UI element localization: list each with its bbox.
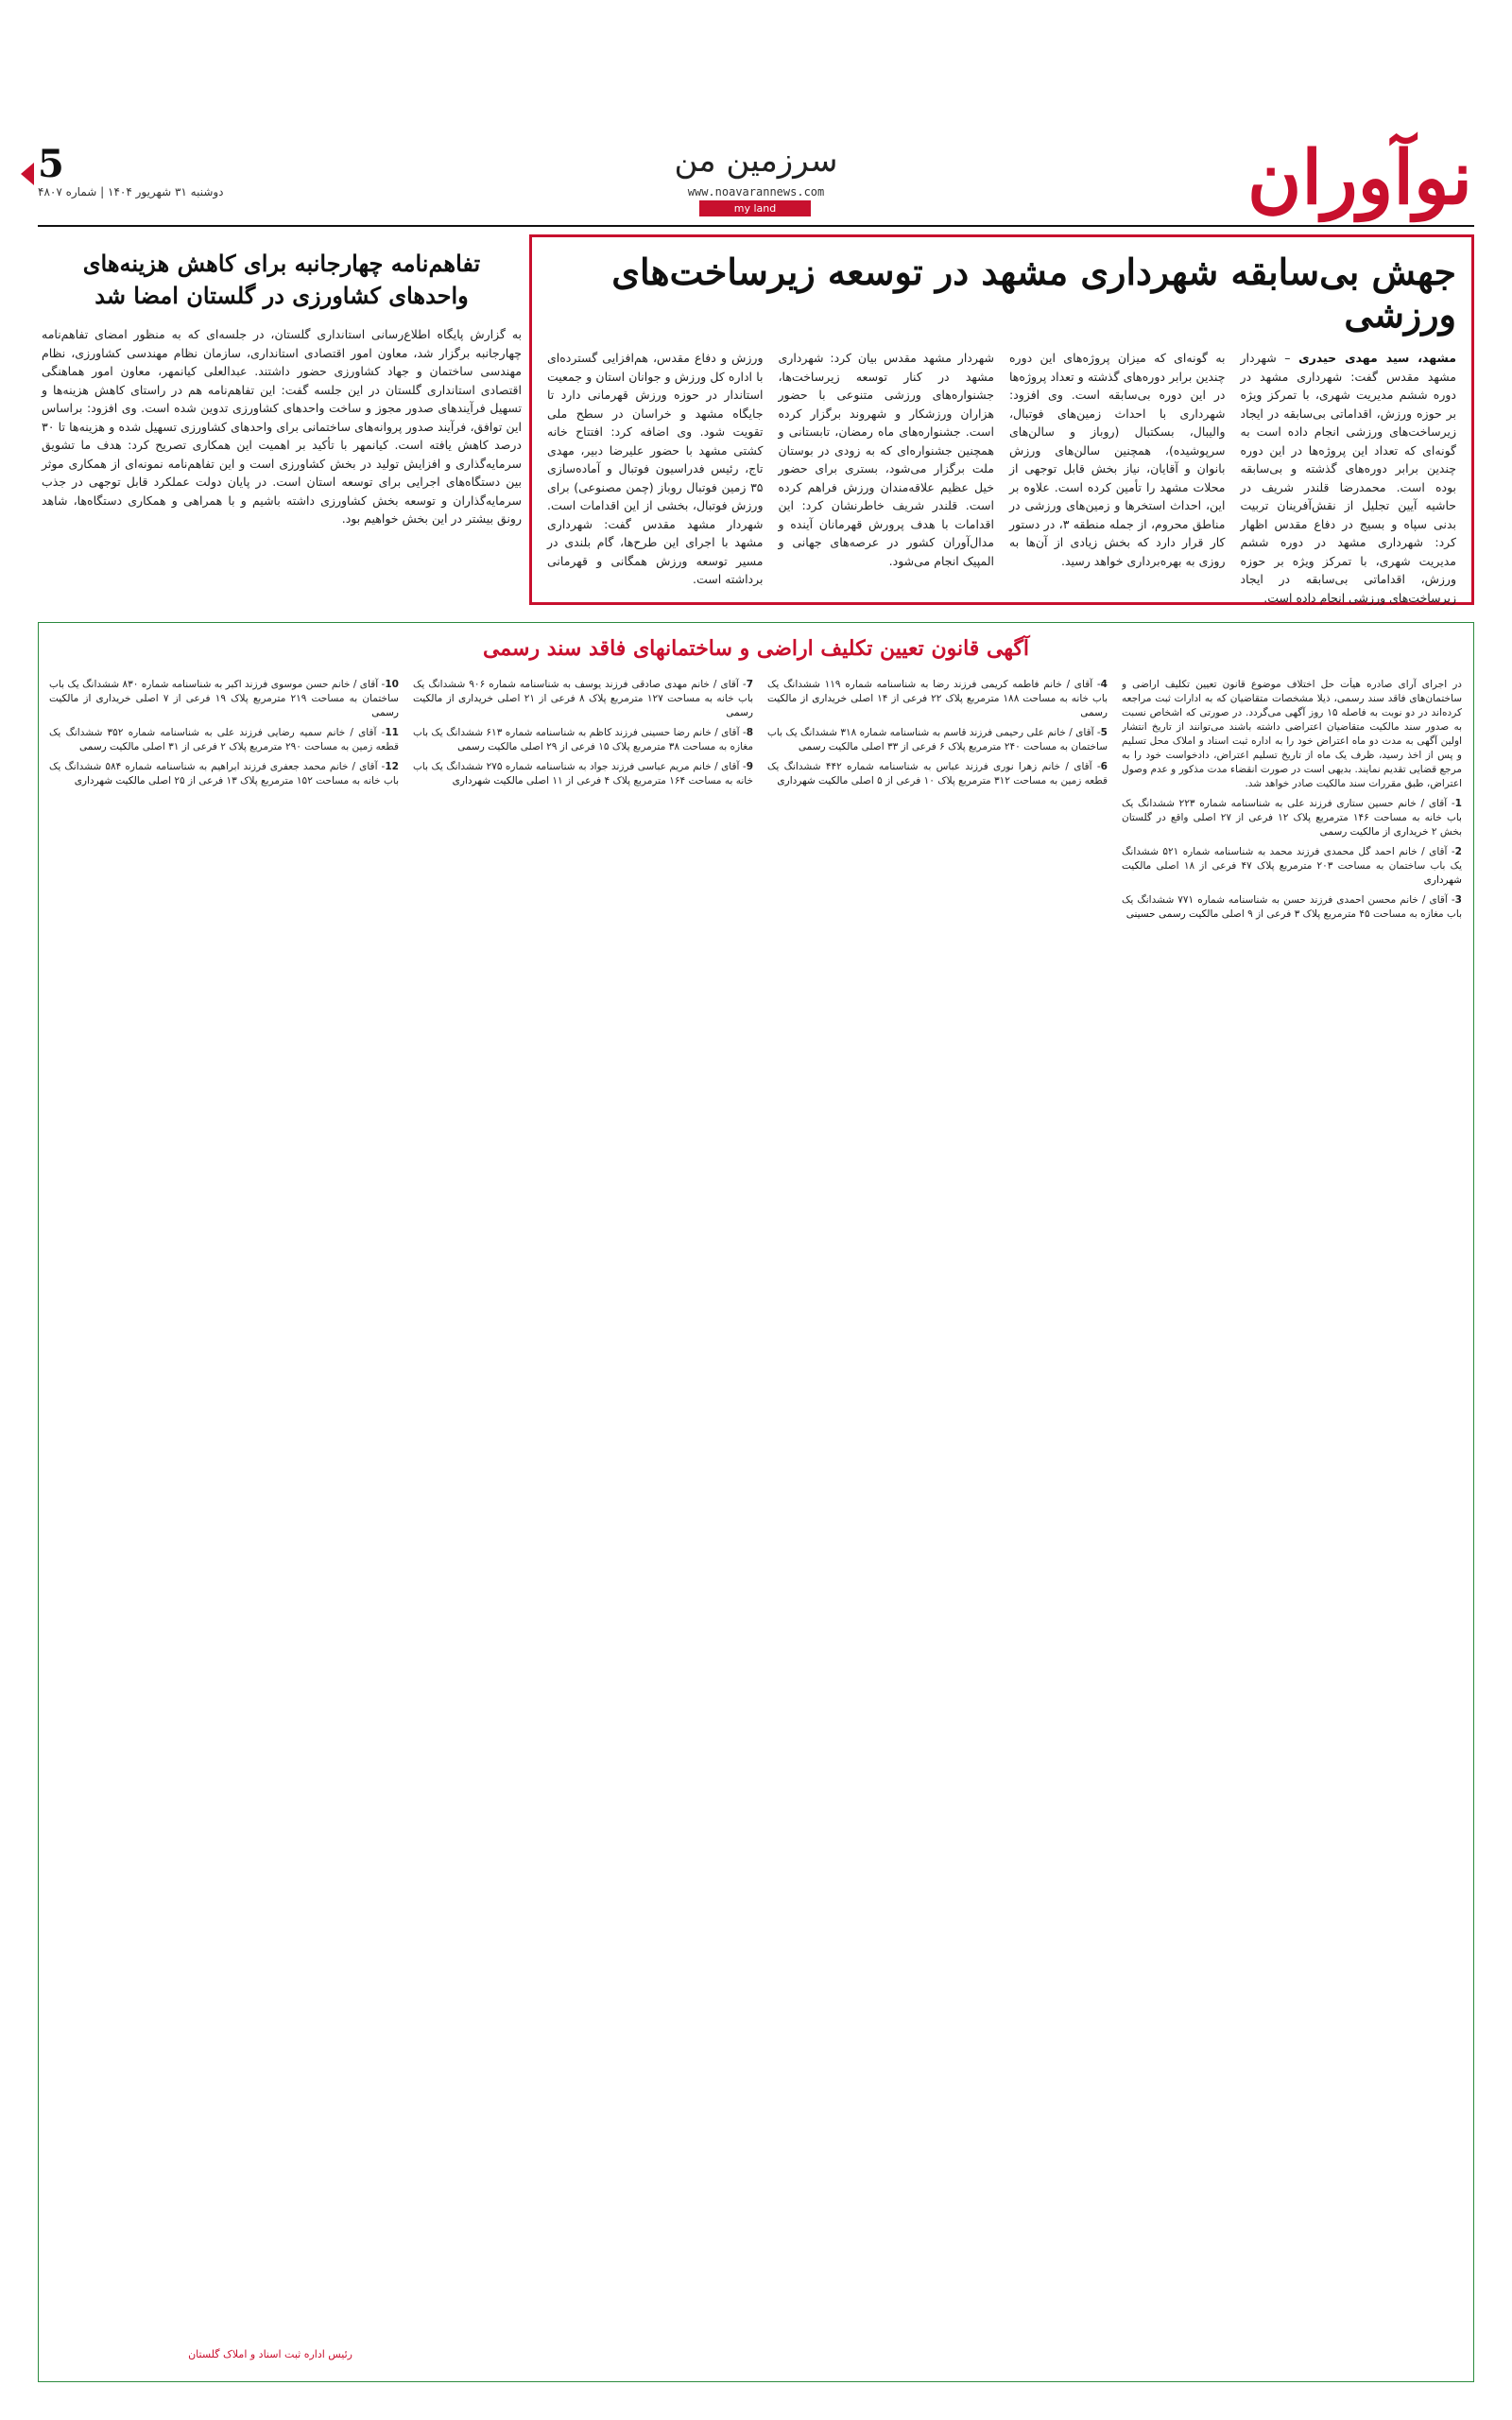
entry-text: آقای / خانم علی رحیمی فرزند قاسم به شناسنامه شماره ۳۱۸ ششدانگ یک باب ساختمان به مساحت ۲۴۰ مترمربع پلاک ۶ فرعی از ۳۳ اصلی: [767, 727, 1108, 752]
list-item: 7- آقای / خانم مهدی صادقی فرزند یوسف به شناسنامه شماره ۹۰۶ ششدانگ یک باب خانه به مساحت ۱۲۷ مترمربع پلاک ۸ فرعی از ۲۱ اصلی خریداری از مالکیت رسمی: [413, 679, 753, 718]
notice-column: [49, 678, 399, 2372]
entry-number: 4: [1100, 679, 1108, 690]
lead-headline[interactable]: جهش بی‌سابقه شهرداری مشهد در توسعه زیرساخت‌های ورزشی: [611, 251, 1456, 336]
notice-column: [767, 678, 1108, 2372]
list-item: 6- آقای / خانم زهرا نوری فرزند عباس به شناسنامه شماره ۴۴۲ ششدانگ یک قطعه زمین به مساحت ۳۱۲ مترمربع پلاک ۱۰ فرعی از ۵ اصلی مالکیت شهرداری: [767, 761, 1108, 786]
entry-owner: خریداری از مالکیت رسمی: [49, 693, 399, 718]
entry-number: 10: [385, 679, 399, 690]
entry-owner: خریداری از مالکیت رسمی: [1319, 826, 1429, 838]
lead-paragraph: به گونه‌ای که میزان پروژه‌های این دوره چندین برابر دوره‌های گذشته و تعداد پروژه‌ها در این دوره بی‌سابقه است. وی افزود: شهرداری با احداث زمین‌های فوتبال، والیبال، بسکتبال (روباز و سالن‌های سرپوشیده)، همچنین سالن‌های ورزش بانوان و آقایان، نیاز بخش قابل توجهی از محلات مشهد را تأمین کرده است. علاوه بر این، احداث استخرها و زمین‌های ورزشی در مناطق محروم، از جمله منطقه ۳، در دستور کار قرار دارد که بخش زیادی از آن‌ها به روزی به بهره‌برداری خواهد رسید.: [1009, 351, 1226, 568]
list-item: 5- آقای / خانم علی رحیمی فرزند قاسم به شناسنامه شماره ۳۱۸ ششدانگ یک باب ساختمان به مساحت ۲۴۰ مترمربع پلاک ۶ فرعی از ۳۳ اصلی مالکیت رسمی: [767, 727, 1108, 752]
newspaper-logo[interactable]: نوآوران: [1247, 135, 1472, 221]
notice-signature: رئیس اداره ثبت اسناد و املاک گلستان: [188, 2348, 352, 2360]
entry-owner: مالکیت شهرداری: [74, 775, 146, 786]
lead-column: [1009, 349, 1226, 607]
entry-number: 11: [385, 727, 399, 738]
lead-column: [547, 349, 764, 607]
page-number: 5: [38, 142, 64, 186]
entry-owner: مالکیت رسمی: [79, 741, 140, 752]
entry-text: آقای / خانم محمد جعفری فرزند ابراهیم به شناسنامه شماره ۵۸۴ ششدانگ یک باب خانه به مساحت ۱۵۲ مترمربع پلاک ۱۳ فرعی از ۲۵ اصلی: [49, 761, 399, 786]
list-item: 8- آقای / خانم رضا حسینی فرزند کاظم به شناسنامه شماره ۶۱۳ ششدانگ یک باب مغازه به مساحت ۳۸ مترمربع پلاک ۱۵ فرعی از ۲۹ اصلی مالکیت رسمی: [413, 727, 753, 752]
lead-column: [779, 349, 995, 607]
list-item: 2- آقای / خانم احمد گل محمدی فرزند محمد به شناسنامه شماره ۵۲۱ ششدانگ یک باب ساختمان به مساحت ۲۰۳ مترمربع پلاک ۴۷ فرعی از ۱۸ اصلی مالکیت شهرداری: [1122, 846, 1462, 886]
entry-text: آقای / خانم رضا حسینی فرزند کاظم به شناسنامه شماره ۶۱۳ ششدانگ یک باب مغازه به مساحت ۳۸ مترمربع پلاک ۱۵ فرعی از ۲۹ اصلی: [413, 727, 753, 752]
notice-intro: در اجرای آرای صادره هیأت حل اختلاف موضوع قانون تعیین تکلیف اراضی و ساختمان‌های فاقد سند رسمی، ذیلا مشخصات متقاضیان که به ادارات ثبت مراجعه کرده‌اند در دو نوبت به فاصله ۱۵ روز آگهی می‌گردد. در صورتی که اشخاص نسبت به صدور سند مالکیت متقاضیان اعتراضی داشته باشند می‌توانند از تاریخ انتشار اولین آگهی به مدت دو ماه اعتراض خود را به اداره ثبت اسناد و املاک محل تسلیم و پس از اخذ رسید، ظرف یک ماه از تاریخ تسلیم اعتراض، دادخواست خود را به مرجع قضایی تقدیم نمایند. بدیهی است در صورت انقضاء مدت مذکور و عدم وصول اعتراض، طبق مقررات سند مالکیت صادر خواهد شد.: [1122, 679, 1462, 789]
list-item: 12- آقای / خانم محمد جعفری فرزند ابراهیم به شناسنامه شماره ۵۸۴ ششدانگ یک باب خانه به مساحت ۱۵۲ مترمربع پلاک ۱۳ فرعی از ۲۵ اصلی مالکیت شهرداری: [49, 761, 399, 786]
side-body: به گزارش پایگاه اطلاع‌رسانی استانداری گلستان، در جلسه‌ای که به منظور امضای تفاهم‌نامه چهارجانبه برگزار شد، معاون امور اقتصادی استانداری، سازمان نظام مهندسی کشاورزی، نظام مهندسی ساختمان و جهاد کشاورزی حضور داشتند. عبدالعلی کیانمهر، معاون امور هماهنگی اقتصادی استانداری گلستان در این جلسه گفت: این تفاهم‌نامه هم در راستای کاهش هزینه‌ها و تسهیل فرآیندهای صدور مجوز و ساخت واحدهای کشاورزی تدوین شده است. وی افزود: براساس این توافق، فرآیند صدور پروانه‌های ساختمانی برای واحدهای کشاورزی تسهیل شده و هزینه‌ها تا ۳۰ درصد کاهش یافته است. کیانمهر با تأکید بر اهمیت این همکاری تصریح کرد: هدف ما تشویق سرمایه‌گذاری و افزایش تولید در بخش کشاورزی است و این تفاهم‌نامه نمونه‌ای از همکاری موثر بین دستگاه‌های اجرایی برای توسعه استان است. در پایان دولت عملکرد قابل توجهی در جذب سرمایه‌گذاران و توسعه بخش کشاورزی داشته باشیم و با همراهی و همکاری دستگاه‌ها، شاهد رونق بیشتر در این بخش خواهیم بود.: [42, 327, 522, 526]
list-item: 9- آقای / خانم مریم عباسی فرزند جواد به شناسنامه شماره ۲۷۵ ششدانگ یک باب خانه به مساحت ۱۶۴ مترمربع پلاک ۴ فرعی از ۱۱ اصلی مالکیت شهرداری: [413, 761, 753, 786]
entry-text: آقای / خانم حسین ستاری فرزند علی به شناسنامه شماره ۲۲۳ ششدانگ یک باب خانه به مساحت ۱۴۶ مترمربع پلاک ۱۲ فرعی از ۲۷ اصلی واقع در گلستان بخش ۲: [1122, 798, 1462, 838]
entry-number: 8: [746, 727, 753, 738]
list-item: 3- آقای / خانم محسن احمدی فرزند حسن به شناسنامه شماره ۷۷۱ ششدانگ یک باب مغازه به مساحت ۴۵ مترمربع پلاک ۳ فرعی از ۹ اصلی مالکیت رسمی حسینی: [1122, 894, 1462, 920]
list-item: 1- آقای / خانم حسین ستاری فرزند علی به شناسنامه شماره ۲۲۳ ششدانگ یک باب خانه به مساحت ۱۴۶ مترمربع پلاک ۱۲ فرعی از ۲۷ اصلی واقع در گلستان بخش ۲ خریداری از مالکیت رسمی: [1122, 798, 1462, 838]
entry-text: آقای / خانم احمد گل محمدی فرزند محمد به شناسنامه شماره ۵۲۱ ششدانگ یک باب ساختمان به مساحت ۲۰۳ مترمربع پلاک ۴۷ فرعی از ۱۸ اصلی: [1122, 846, 1462, 872]
lead-column: [1241, 349, 1457, 607]
entry-text: آقای / خانم حسن موسوی فرزند اکبر به شناسنامه شماره ۸۳۰ ششدانگ یک باب ساختمان به مساحت ۲۱۹ مترمربع پلاک ۱۹ فرعی از ۷ اصلی: [49, 679, 399, 704]
list-item: 11- آقای / خانم سمیه رضایی فرزند علی به شناسنامه شماره ۳۵۲ ششدانگ یک قطعه زمین به مساحت ۲۹۰ مترمربع پلاک ۲ فرعی از ۳۱ اصلی مالکیت رسمی: [49, 727, 399, 752]
page-marker-icon: [21, 163, 34, 185]
masthead: [0, 0, 1512, 221]
entry-owner: مالکیت رسمی: [457, 741, 518, 752]
lead-paragraph: – شهردار مشهد مقدس گفت: شهرداری مشهد در دوره ششم مدیریت شهری، با تمرکز ویژه بر حوزه ورزش، اقداماتی بی‌سابقه در ایجاد زیرساخت‌های ورزشی انجام داده است به گونه‌ای که تعداد این پروژه‌ها در این دوره چندین برابر دوره‌های گذشته و بی‌سابقه بوده است. محمدرضا قلندر شریف در حاشیه آیین تجلیل از نقش‌آفرینان تربیت بدنی سپاه و بسیج در دفاع مقدس اظهار کرد: شهرداری مشهد در دوره ششم مدیریت شهری، با تمرکز ویژه بر حوزه ورزش، اقداماتی بی‌سابقه در ایجاد زیرساخت‌های ورزشی انجام داده است.: [1240, 351, 1456, 605]
notice-column: [1122, 678, 1462, 2372]
entry-text: آقای / خانم مریم عباسی فرزند جواد به شناسنامه شماره ۲۷۵ ششدانگ یک باب خانه به مساحت ۱۶۴ مترمربع پلاک ۴ فرعی از ۱۱ اصلی: [413, 761, 753, 786]
entry-number: 1: [1454, 798, 1462, 809]
entry-text: آقای / خانم سمیه رضایی فرزند علی به شناسنامه شماره ۳۵۲ ششدانگ یک قطعه زمین به مساحت ۲۹۰ مترمربع پلاک ۲ فرعی از ۳۱ اصلی: [49, 727, 399, 752]
entry-owner: مالکیت رسمی: [798, 741, 859, 752]
legal-notice: [38, 622, 1474, 2382]
section-title: سرزمین من: [674, 142, 838, 180]
section-tag: my land: [699, 200, 811, 216]
entry-text: آقای / خانم مهدی صادقی فرزند یوسف به شناسنامه شماره ۹۰۶ ششدانگ یک باب خانه به مساحت ۱۲۷ مترمربع پلاک ۸ فرعی از ۲۱ اصلی: [413, 679, 753, 704]
issue-info: دوشنبه ۳۱ شهریور ۱۴۰۴ | شماره ۴۸۰۷: [38, 185, 224, 199]
entry-number: 9: [746, 761, 753, 772]
entry-text: آقای / خانم فاطمه کریمی فرزند رضا به شناسنامه شماره ۱۱۹ ششدانگ یک باب خانه به مساحت ۱۸۸ مترمربع پلاک ۲۲ فرعی از ۱۴ اصلی: [767, 679, 1108, 704]
list-item: 4- آقای / خانم فاطمه کریمی فرزند رضا به شناسنامه شماره ۱۱۹ ششدانگ یک باب خانه به مساحت ۱۸۸ مترمربع پلاک ۲۲ فرعی از ۱۴ اصلی خریداری از مالکیت رسمی: [767, 679, 1108, 718]
entry-number: 12: [385, 761, 399, 772]
entry-number: 6: [1100, 761, 1108, 772]
notice-title: آگهی قانون تعیین تکلیف اراضی و ساختمانهای فاقد سند رسمی: [482, 636, 1030, 661]
entry-owner: مالکیت شهرداری: [452, 775, 524, 786]
entry-number: 5: [1100, 727, 1108, 738]
entry-owner: مالکیت شهرداری: [777, 775, 849, 786]
lead-paragraph: شهردار مشهد مقدس بیان کرد: شهرداری مشهد در کنار توسعه زیرساخت‌ها، جشنواره‌های ورزشی متنوعی با حضور هزاران ورزشکار و شهروند برگزار کرده است. جشنواره‌های ماه رمضان، تابستانی و همچنین جشنواره‌ای که به زودی در بوستان ملت برگزار می‌شود، بستری برای حضور خیل عظیم علاقه‌مندان ورزش فراهم کرده است. قلندر شریف خاطرنشان کرد: این اقدامات با هدف پرورش قهرمانان آینده و مدال‌آوران کشور در عرصه‌های جهانی و المپیک انجام می‌شود.: [778, 351, 994, 568]
entry-text: آقای / خانم زهرا نوری فرزند عباس به شناسنامه شماره ۴۴۲ ششدانگ یک قطعه زمین به مساحت ۳۱۲ مترمربع پلاک ۱۰ فرعی از ۵ اصلی: [767, 761, 1108, 786]
entry-number: 7: [746, 679, 753, 690]
notice-column: [413, 678, 753, 2372]
entry-owner: مالکیت شهرداری: [1122, 860, 1462, 886]
masthead-divider: [38, 225, 1474, 227]
lead-article: [529, 234, 1474, 605]
lead-paragraph: ورزش و دفاع مقدس، هم‌افزایی گسترده‌ای با اداره کل ورزش و جوانان استان و جمعیت استاندار در حوزه ورزش قهرمانی دارد تا جایگاه مشهد و خراسان در سطح ملی تقویت شود. وی اضافه کرد: افتتاح خانه کشتی مشهد با حضور علیرضا دبیر، مهدی تاج، رئیس فدراسیون فوتبال و آماده‌سازی ۳۵ زمین فوتبال روباز (چمن مصنوعی) برای ورزش فوتبال، بخشی از این اقدامات است. شهردار مشهد مقدس گفت: شهرداری مشهد با اجرای این طرح‌ها، گام بلندی در مسیر توسعه ورزش همگانی و قهرمانی برداشته است.: [547, 351, 764, 586]
lead-columns: [547, 349, 1456, 607]
entry-text: آقای / خانم محسن احمدی فرزند حسن به شناسنامه شماره ۷۷۱ ششدانگ یک باب مغازه به مساحت ۴۵ مترمربع پلاک ۳ فرعی از ۹ اصلی: [1122, 894, 1462, 920]
entry-number: 2: [1454, 846, 1462, 857]
entry-number: 3: [1454, 894, 1462, 906]
list-item: 10- آقای / خانم حسن موسوی فرزند اکبر به شناسنامه شماره ۸۳۰ ششدانگ یک باب ساختمان به مساحت ۲۱۹ مترمربع پلاک ۱۹ فرعی از ۷ اصلی خریداری از مالکیت رسمی: [49, 679, 399, 718]
side-headline[interactable]: تفاهم‌نامه چهارجانبه برای کاهش هزینه‌های واحدهای کشاورزی در گلستان امضا شد: [82, 250, 481, 309]
entry-owner: خریداری از مالکیت رسمی: [767, 693, 1108, 718]
side-article: [38, 234, 525, 605]
entry-owner: خریداری از مالکیت رسمی: [413, 693, 753, 718]
lead-byline: مشهد، سید مهدی حیدری: [1298, 351, 1456, 365]
site-url[interactable]: www.noavarannews.com: [687, 185, 825, 199]
entry-owner: مالکیت رسمی حسینی: [1125, 908, 1219, 920]
notice-grid: [50, 678, 1462, 2372]
